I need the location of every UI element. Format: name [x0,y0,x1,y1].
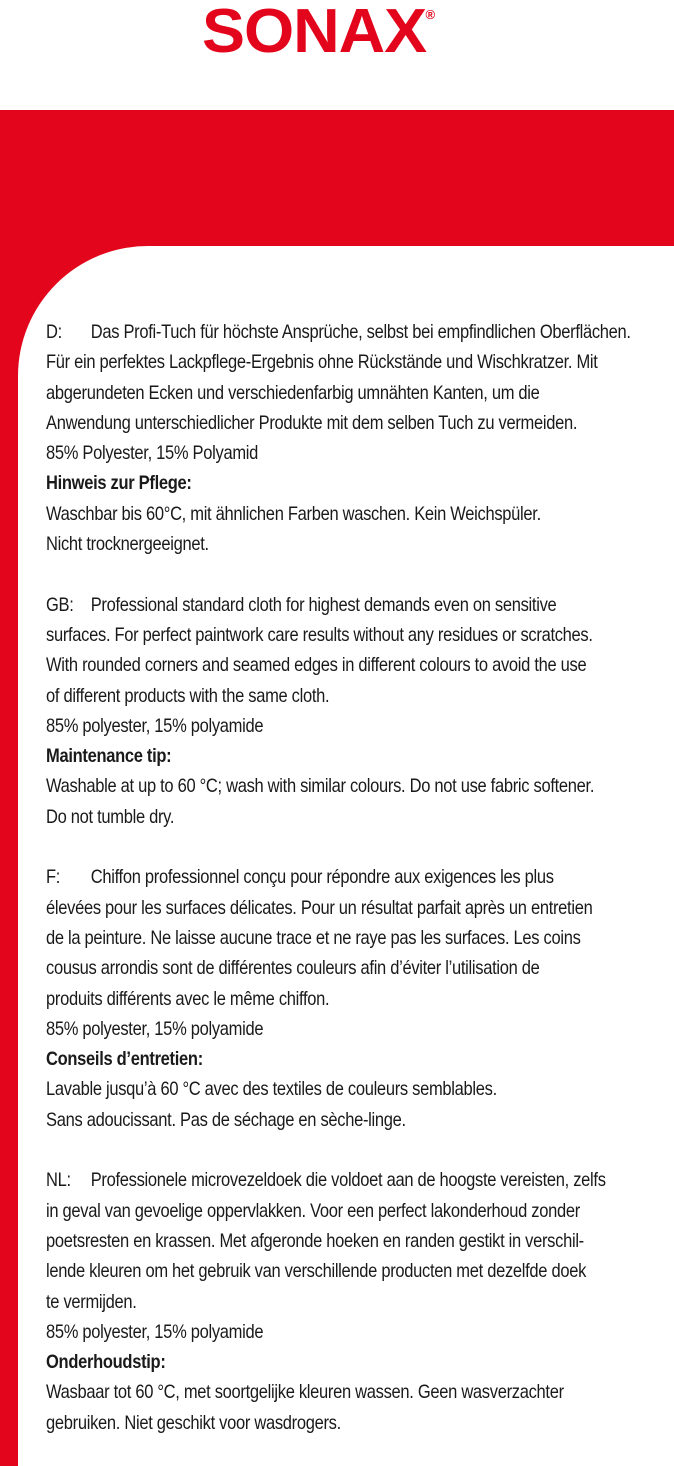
description-line: de la peinture. Ne laisse aucune trace et ne raye pas les surfaces. Les coins [46,927,581,949]
section-nl [46,1166,666,1439]
description-line: élevées pour les surfaces délicates. Pour un résultat parfait après un entretien [46,897,593,919]
care-heading: Onderhoudstip: [46,1352,166,1374]
description-line: GB: Professional standard cloth for highest demands even on sensitive [46,591,579,621]
care-line: Washable at up to 60 °C; wash with similar colours. Do not use fabric softener. [46,776,595,798]
description-line: Anwendung unterschiedlicher Produkte mit dem selben Tuch zu vermeiden. [46,412,578,434]
care-heading: Conseils d’entretien: [46,1049,203,1071]
material-line: 85% Polyester, 15% Polyamid [46,443,259,465]
description-line: poetsresten en krassen. Met afgeronde hoeken en randen gestikt in verschil- [46,1230,584,1252]
description-line: F: Chiffon professionnel conçu pour répondre aux exigences les plus [46,863,579,893]
care-line: Waschbar bis 60°C, mit ähnlichen Farben waschen. Kein Weichspüler. [46,503,541,525]
description-line: With rounded corners and seamed edges in different colours to avoid the use [46,655,587,677]
description-line: NL: Professionele microvezeldoek die voldoet aan de hoogste vereisten, zelfs [46,1166,579,1196]
description-line: lende kleuren om het gebruik van verschillende producten met dezelfde doek [46,1261,587,1283]
description-line: surfaces. For perfect paintwork care results without any residues or scratches. [46,624,593,646]
care-line: Wasbaar tot 60 °C, met soortgelijke kleuren wassen. Geen wasverzachter [46,1382,564,1404]
care-line: gebruiken. Niet geschikt voor wasdrogers. [46,1412,341,1434]
section-de [46,318,666,560]
description-line: produits différents avec le même chiffon. [46,988,330,1010]
material-line: 85% polyester, 15% polyamide [46,1018,264,1040]
section-spacer [46,1136,666,1166]
sonax-logo [202,0,436,66]
care-line: Do not tumble dry. [46,806,175,828]
description-line: D: Das Profi-Tuch für höchste Ansprüche, selbst bei empfindlichen Oberflächen. [46,318,579,348]
product-description [46,318,666,1439]
language-code: NL: [46,1170,71,1192]
section-spacer [46,560,666,590]
care-heading: Hinweis zur Pflege: [46,473,192,495]
language-code: F: [46,867,61,889]
care-heading: Maintenance tip: [46,746,172,768]
logo-text: SONAX [202,0,427,66]
language-code: GB: [46,594,74,616]
material-line: 85% polyester, 15% polyamide [46,715,264,737]
description-line: cousus arrondis sont de différentes couleurs afin d’éviter l’utilisation de [46,958,540,980]
logo-area [0,0,674,110]
care-line: Nicht trocknergeeignet. [46,534,209,556]
description-line: abgerundeten Ecken und verschiedenfarbig umnähten Kanten, um die [46,382,540,404]
care-line: Sans adoucissant. Pas de séchage en sèche-linge. [46,1109,406,1131]
section-fr [46,863,666,1136]
description-line: in geval van gevoelige oppervlakken. Voor een perfect lakonderhoud zonder [46,1200,580,1222]
language-code: D: [46,322,62,343]
material-line: 85% polyester, 15% polyamide [46,1321,264,1343]
care-line: Lavable jusqu’à 60 °C avec des textiles de couleurs semblables. [46,1079,497,1101]
description-line: te vermijden. [46,1291,137,1313]
description-line: of different products with the same cloth. [46,685,330,707]
section-spacer [46,833,666,863]
section-gb [46,591,666,833]
description-line: Für ein perfektes Lackpflege-Ergebnis ohne Rückstände und Wischkratzer. Mit [46,352,598,374]
registered-mark: ® [425,7,436,22]
